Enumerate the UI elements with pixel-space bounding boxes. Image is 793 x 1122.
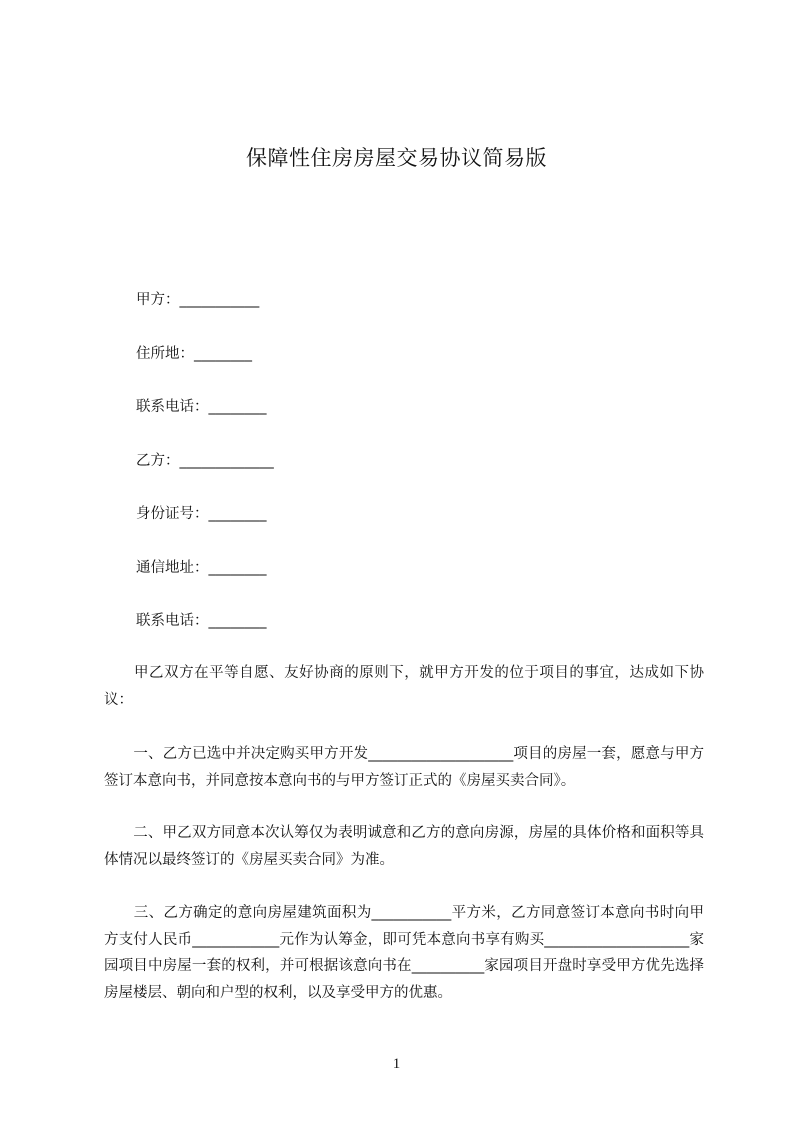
phone-field-b [136,612,267,630]
field-blank: ________ [208,399,267,415]
address-field [136,345,252,363]
field-blank: ________ [194,346,252,362]
party-a-field [136,291,259,309]
field-label: 联系电话： [136,399,209,415]
clause-2: 二、甲乙双方同意本次认筹仅为表明诚意和乙方的意向房源，房屋的具体价格和面积等具体情况以最终签订的《房屋买卖合同》为准。 [104,825,704,868]
field-blank: ________ [208,506,267,522]
clause-1: 一、乙方已选中并决定购买甲方开发____________________项目的房屋一套，愿意与甲方签订本意向书，并同意按本意向书的与甲方签订正式的《房屋买卖合同》。 [104,746,704,789]
id-number-field [136,505,267,523]
mailing-address-field [136,559,267,577]
field-label: 住所地： [136,346,194,362]
field-blank: ___________ [179,292,260,308]
field-label: 通信地址： [136,560,209,576]
field-label: 甲方： [136,292,180,308]
party-b-field [136,452,274,470]
field-label: 联系电话： [136,613,209,629]
field-label: 身份证号： [136,506,209,522]
clause-3: 三、乙方确定的意向房屋建筑面积为___________平方米，乙方同意签订本意向书时向甲方支付人民币____________元作为认筹金，即可凭本意向书享有购买____________________家园项目中房屋一套的权利，并可根据该意向书在__________家园项目开盘时享受甲方优先选择房屋楼层、朝向和户型的权利，以及享受甲方的优惠。 [104,905,704,1001]
field-blank: _____________ [179,453,274,469]
field-blank: ________ [208,560,267,576]
phone-field-a [136,398,267,416]
field-label: 乙方： [136,453,180,469]
page-number: 1 [392,1056,401,1072]
document-title: 保障性住房房屋交易协议简易版 [246,146,547,170]
intro-paragraph: 甲乙双方在平等自愿、友好协商的原则下，就甲方开发的位于项目的事宜，达成如下协议： [104,665,704,708]
field-blank: ________ [208,613,267,629]
